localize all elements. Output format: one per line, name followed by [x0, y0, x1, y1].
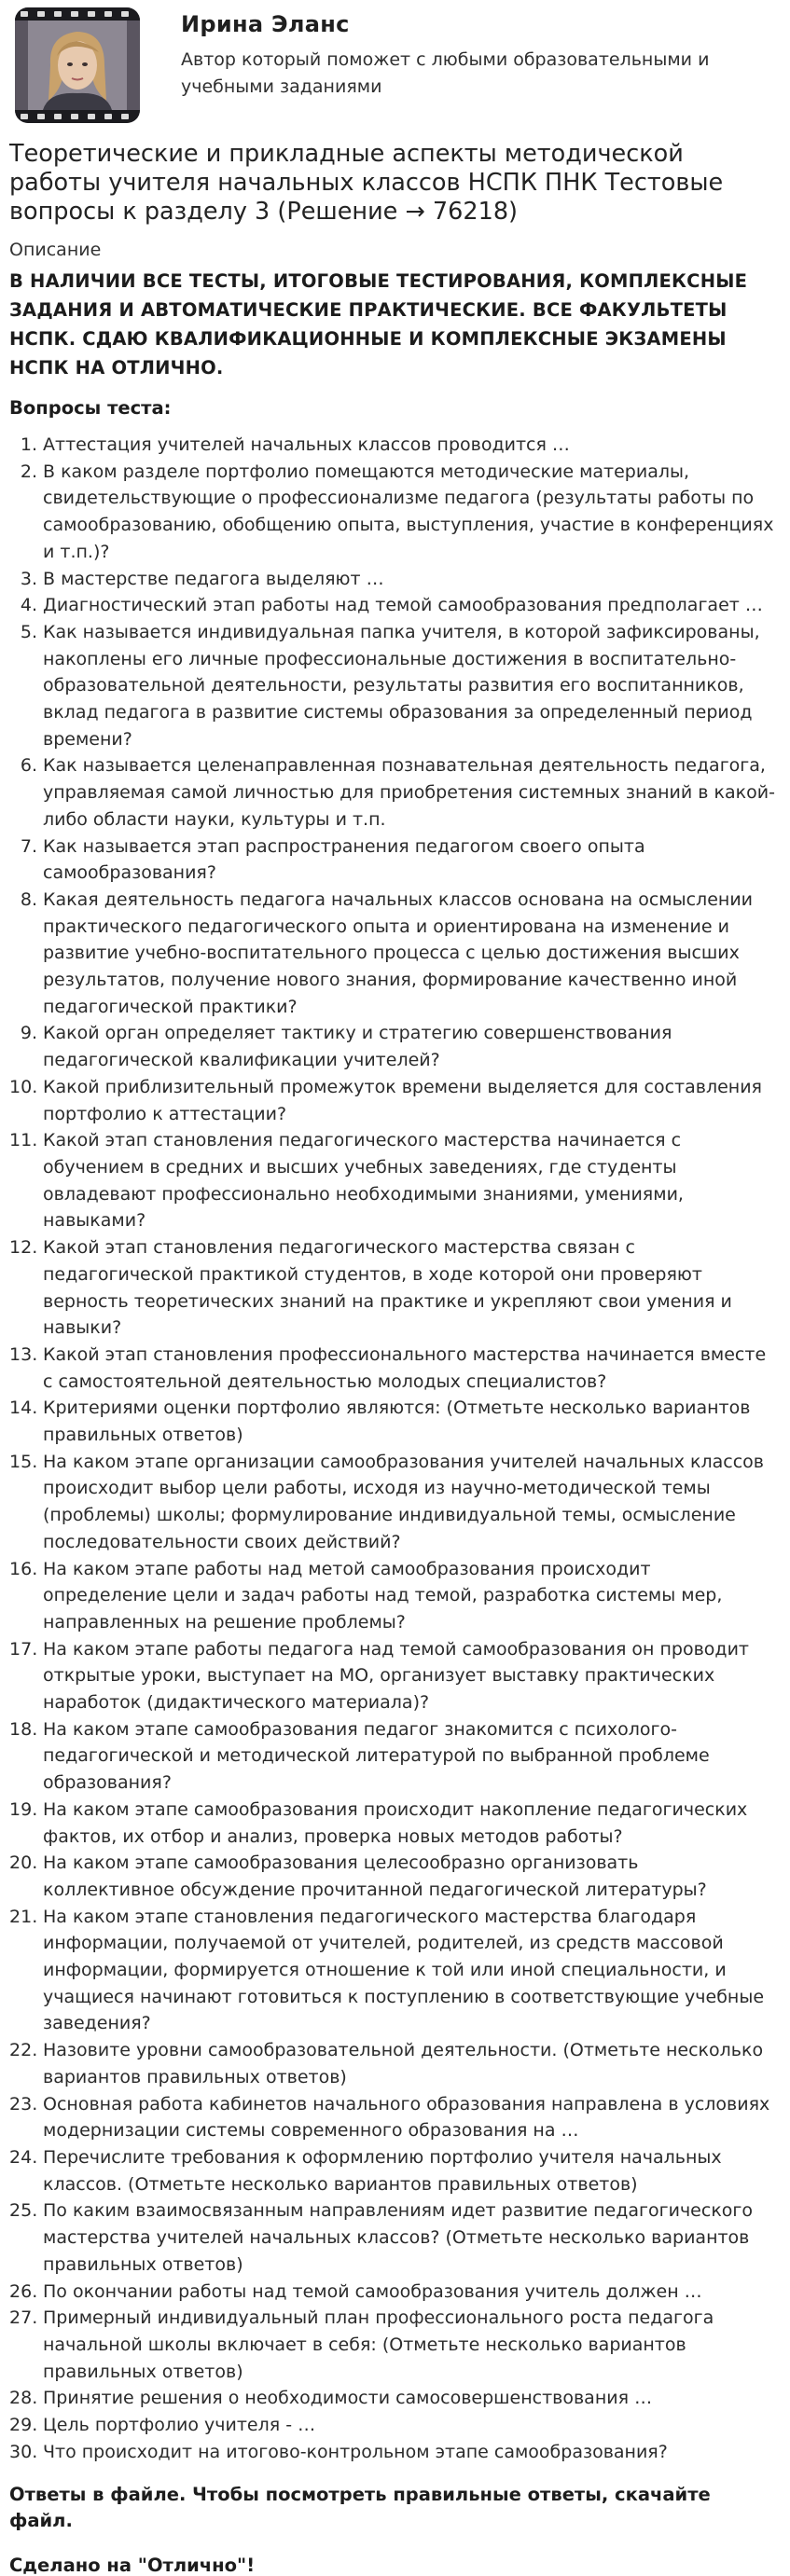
question-item: Назовите уровни самообразовательной деятельности. (Отметьте несколько вариантов правильных ответов): [43, 2040, 764, 2087]
questions-heading: Вопросы теста:: [9, 397, 172, 419]
question-item: На каком этапе самообразования педагог знакомится с психолого-педагогической и методической литературой по выбранной проблеме образования?: [43, 1718, 710, 1794]
done-note: Сделано на "Отлично"!: [9, 2555, 256, 2576]
question-item: Какой этап становления педагогического мастерства связан с педагогической практикой студентов, в ходе которой они проверяют верность теоретических знаний на практике и укрепляют свои умения и навыки?: [43, 1237, 732, 1339]
question-item: Как называется целенаправленная познавательная деятельность педагога, управляемая самой личностью для приобретения системных знаний в какой-либо области науки, культуры и т.п.: [43, 755, 775, 830]
question-item: На каком этапе становления педагогического мастерства благодаря информации, получаемой от учителей, родителей, из средств массовой информации, формируется отношение к той или иной специальности, и учащиеся начинают готовиться к поступлению в соответствующие учебные заведения?: [43, 1906, 765, 2034]
answers-note: Ответы в файле. Чтобы посмотреть правильные ответы, скачайте файл.: [9, 2484, 711, 2532]
question-item: На каком этапе работы над метой самообразования происходит определение цели и задач работы над темой, разработка системы мер, направленных на решение проблемы?: [43, 1558, 723, 1632]
question-item: По каким взаимосвязанным направлениям идет развитие педагогического мастерства учителей начальных классов? (Отметьте несколько вариантов правильных ответов): [43, 2200, 754, 2275]
question-item: Перечислите требования к оформлению портфолио учителя начальных классов. (Отметьте несколько вариантов правильных ответов): [43, 2147, 722, 2195]
question-item: Как называется этап распространения педагогом своего опыта самообразования?: [43, 835, 645, 884]
description-label: Описание: [9, 240, 102, 260]
question-item: На каком этапе организации самообразования учителей начальных классов происходит выбор цели работы, исходя из научно-методической темы (проблемы) школы; формулирование индивидуальной темы, осмысление последовательности своих действий?: [43, 1451, 765, 1552]
question-item: Принятие решения о необходимости самосовершенствования …: [43, 2388, 653, 2409]
question-item: Цель портфолио учителя - …: [43, 2415, 316, 2436]
question-item: Какой приблизительный промежуток времени выделяется для составления портфолио к аттестации?: [43, 1076, 762, 1124]
notice-text: В НАЛИЧИИ ВСЕ ТЕСТЫ, ИТОГОВЫЕ ТЕСТИРОВАНИЯ, КОМПЛЕКСНЫЕ ЗАДАНИЯ И АВТОМАТИЧЕСКИЕ ПРАКТИЧЕСКИЕ. ВСЕ ФАКУЛЬТЕТЫ НСПК. СДАЮ КВАЛИФИКАЦИОННЫЕ И КОМПЛЕКСНЫЕ ЭКЗАМЕНЫ НСПК НА ОТЛИЧНО.: [9, 270, 748, 379]
question-item: Как называется индивидуальная папка учителя, в которой зафиксированы, накоплены его личные профессиональные достижения в воспитательно-образовательной деятельности, результаты развития его воспитанников, вклад педагога в развитие системы образования за определенный период времени?: [43, 621, 760, 750]
question-item: По окончании работы над темой самообразования учитель должен …: [43, 2280, 702, 2302]
page-title: Теоретические и прикладные аспекты методической работы учителя начальных классов НСПК ПНК Тестовые вопросы к разделу 3 (Решение → 76218): [9, 140, 724, 226]
question-item: На каком этапе самообразования происходит накопление педагогических фактов, их отбор и анализ, проверка новых методов работы?: [43, 1798, 748, 1847]
question-item: Критериями оценки портфолио являются: (Отметьте несколько вариантов правильных ответов): [43, 1398, 751, 1446]
question-item: На каком этапе работы педагога над темой самообразования он проводит открытые уроки, выступает на МО, организует выставку практических наработок (дидактического материала)?: [43, 1638, 749, 1714]
question-item: Примерный индивидуальный план профессионального роста педагога начальной школы включает в себя: (Отметьте несколько вариантов правильных ответов): [43, 2307, 714, 2382]
author-description: Автор который поможет с любыми образовательными и учебными заданиями: [181, 49, 710, 97]
question-item: Диагностический этап работы над темой самообразования предполагает …: [43, 595, 763, 616]
question-item: Какой этап становления педагогического мастерства начинается с обучением в средних и высших учебных заведениях, где студенты овладевают профессионально необходимыми знаниями, умениями, навыками?: [43, 1130, 684, 1232]
author-name[interactable]: Ирина Эланс: [181, 11, 350, 37]
question-item: В мастерстве педагога выделяют …: [43, 568, 384, 589]
questions-list: [9, 432, 779, 2465]
author-card: [9, 0, 779, 131]
question-item: Какой орган определяет тактику и стратегию совершенствования педагогической квалификации учителей?: [43, 1023, 672, 1071]
question-item: Основная работа кабинетов начального образования направлена в условиях модернизации системы современного образования на …: [43, 2093, 770, 2142]
question-item: На каком этапе самообразования целесообразно организовать коллективное обсуждение прочитанной педагогической литературы?: [43, 1853, 707, 1900]
question-item: Аттестация учителей начальных классов проводится …: [43, 434, 570, 455]
author-avatar-icon[interactable]: [15, 7, 140, 123]
question-item: Что происходит на итогово-контрольном этапе самообразования?: [43, 2441, 668, 2462]
question-item: Какой этап становления профессионального мастерства начинается вместе с самостоятельной деятельностью молодых специалистов?: [43, 1343, 767, 1392]
question-item: В каком разделе портфолио помещаются методические материалы, свидетельствующие о профессионализме педагога (результаты работы по самообразованию, обобщению опыта, выступления, участие в конференциях и т.п.)?: [43, 461, 774, 562]
question-item: Какая деятельность педагога начальных классов основана на осмыслении практического педагогического опыта и ориентирована на изменение и развитие учебно-воспитательного процесса с целью достижения высших результатов, получение нового знания, формирование качественно иной педагогической практики?: [43, 889, 754, 1017]
